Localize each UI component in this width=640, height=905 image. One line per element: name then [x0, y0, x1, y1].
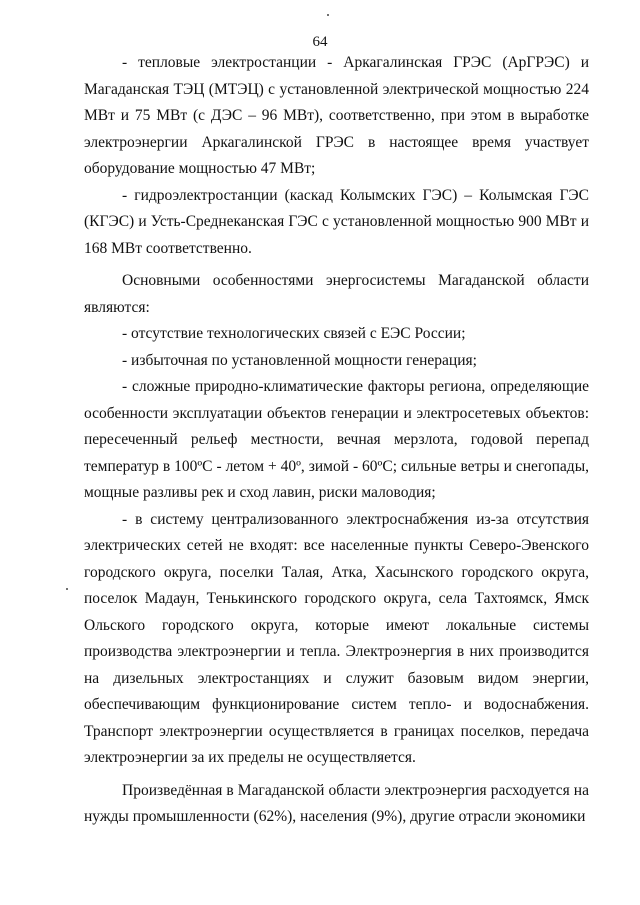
paragraph-hydro-plants: - гидроэлектростанции (каскад Колымских ГЭС) – Колымская ГЭС (КГЭС) и Усть-Среднеканская ГЭС с установленной мощностью 900 МВт и 168 МВт соответственно.: [84, 186, 589, 257]
scan-speck: [66, 588, 68, 590]
list-item: - сложные природно-климатические факторы региона, определяющие особенности эксплуатации объектов генерации и электросетевых объектов: пересеченный рельеф местности, вечная мерзлота, годовой перепад температур в 100ºC - летом + 40º, зимой - 60ºC; сильные ветры и снегопады, мощные разливы рек и сход лавин, риски маловодия;: [84, 378, 589, 501]
scan-speck: [327, 14, 329, 16]
paragraph-consumption: Произведённая в Магаданской области электроэнергия расходуется на нужды промышленности (62%), населения (9%), другие отрасли экономики: [84, 781, 589, 825]
list-item: - в систему централизованного электроснабжения из-за отсутствия электрических сетей не входят: все населенные пункты Северо-Эвенского городского округа, поселки Талая, Атка, Хасынского городского округа, поселок Мадаун, Тенькинского городского округа, села Тахтоямск, Ямск Ольского городского округа, которые имеют локальные системы производства электроэнергии и тепла. Электроэнергия в них производится на дизельных электростанциях и служит базовым видом энергии, обеспечивающим функционирование систем тепло- и водоснабжения. Транспорт электроэнергии осуществляется в границах поселков, передача электроэнергии за их пределы не осуществляется.: [84, 510, 589, 766]
document-body: [84, 50, 589, 831]
list-item: - отсутствие технологических связей с ЕЭС России;: [122, 325, 466, 342]
paragraph-features-intro: Основными особенностями энергосистемы Магаданской области являются:: [84, 272, 589, 316]
list-item: - избыточная по установленной мощности генерация;: [122, 351, 477, 369]
paragraph-thermal-plants: - тепловые электростанции - Аркагалинская ГРЭС (АрГРЭС) и Магаданская ТЭЦ (МТЭЦ) с установленной электрической мощностью 224 МВт и 75 МВт (с ДЭС – 96 МВт), соответственно, при этом в выработке электроэнергии Аркагалинской ГРЭС в настоящее время участвует оборудование мощностью 47 МВт;: [84, 54, 589, 177]
page-number: 64: [312, 34, 328, 50]
